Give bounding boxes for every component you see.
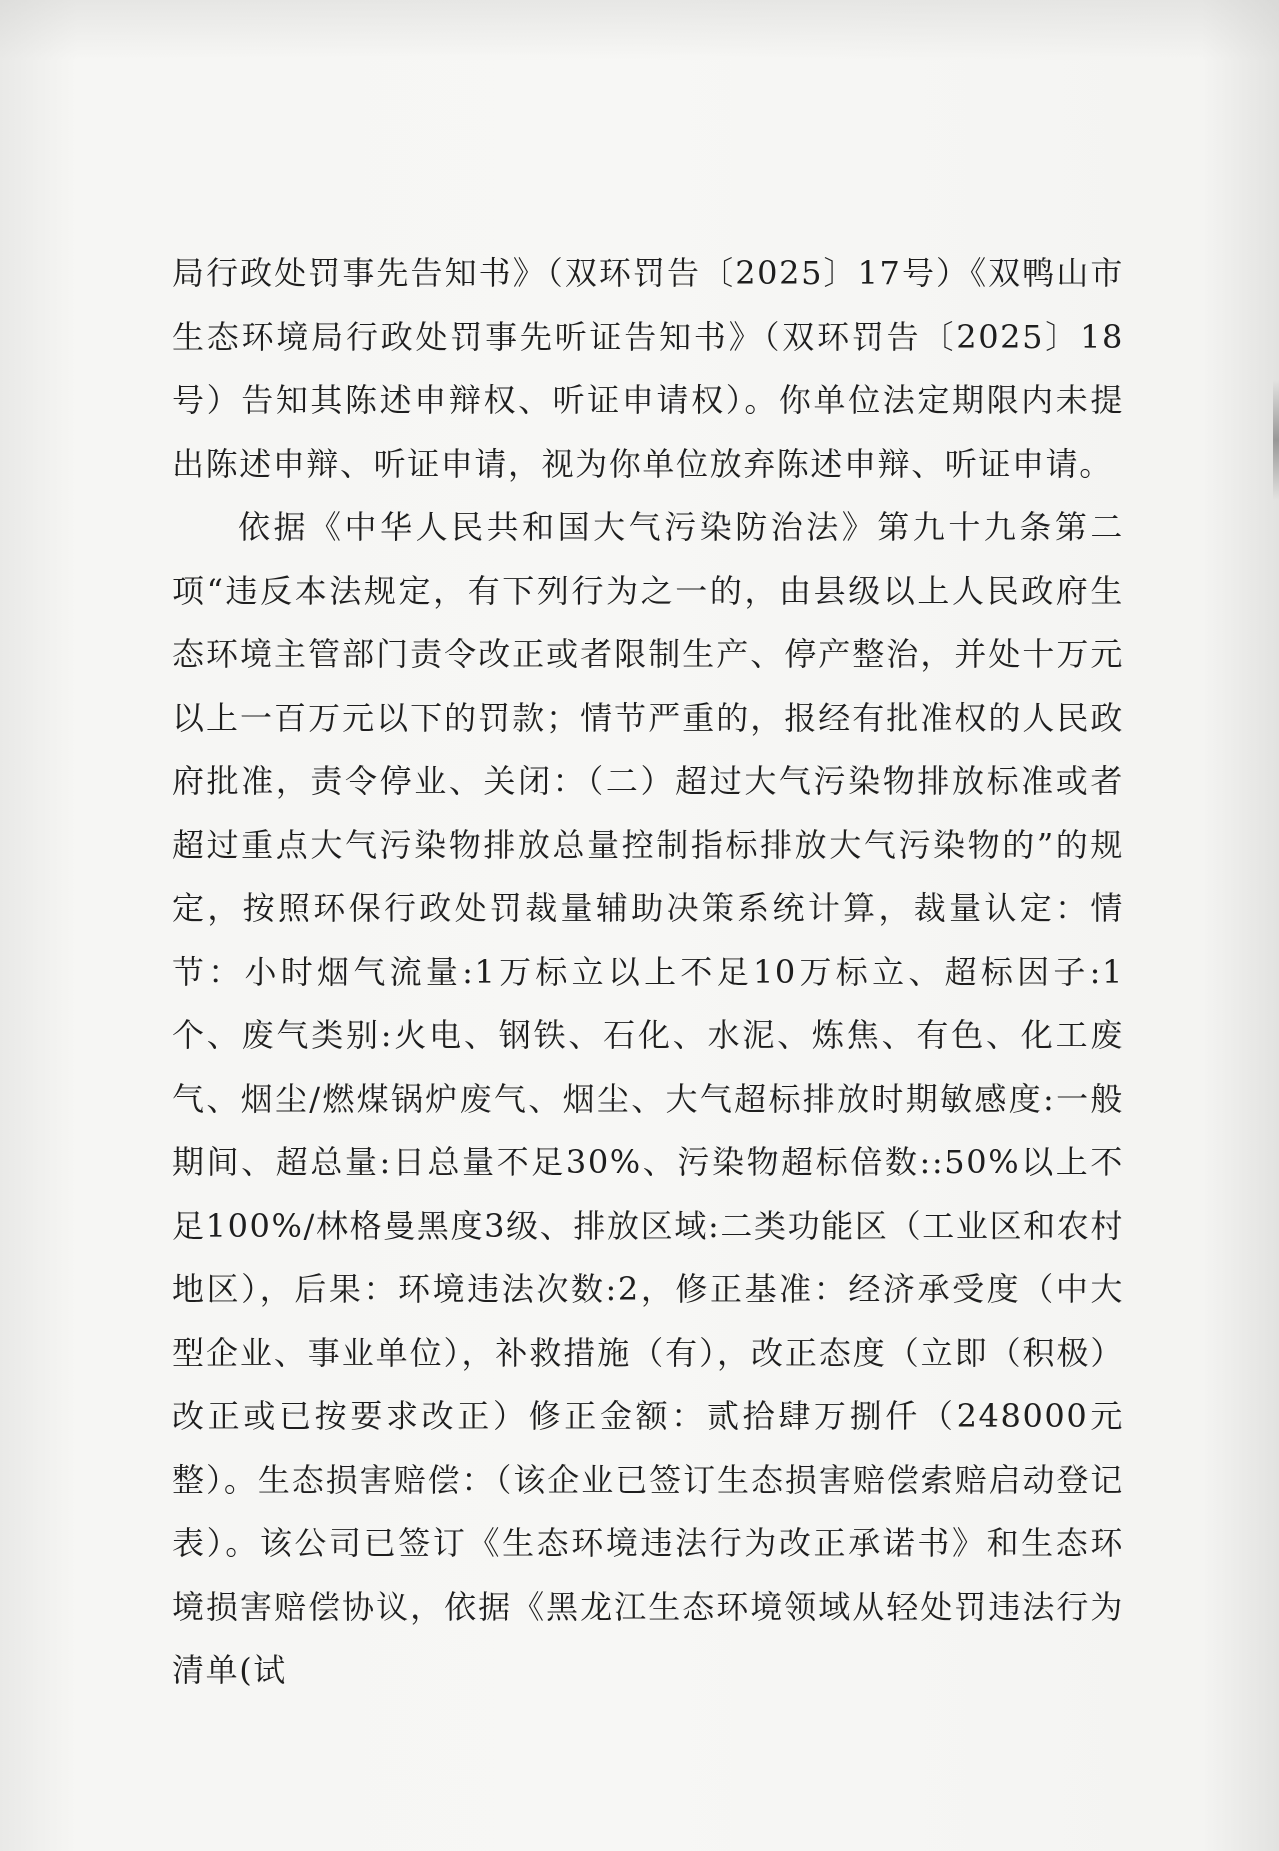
paragraph-notice-continuation: 局行政处罚事先告知书》（双环罚告〔2025〕17号）《双鸭山市生态环境局行政处罚事先听证告知书》（双环罚告〔2025〕18号）告知其陈述申辩权、听证申请权）。你单位法定期限内未提出陈述申辩、听证申请，视为你单位放弃陈述申辩、听证申请。 [172, 254, 1124, 483]
scan-edge-mark [1273, 380, 1279, 500]
document-body [172, 242, 1124, 1703]
scan-shadow [0, 0, 1279, 60]
paragraph-legal-basis: 依据《中华人民共和国大气污染防治法》第九十九条第二项“违反本法规定，有下列行为之一的，由县级以上人民政府生态环境主管部门责令改正或者限制生产、停产整治，并处十万元以上一百万元以下的罚款；情节严重的，报经有批准权的人民政府批准，责令停业、关闭：（二）超过大气污染物排放标准或者超过重点大气污染物排放总量控制指标排放大气污染物的”的规定，按照环保行政处罚裁量辅助决策系统计算，裁量认定：情节：小时烟气流量:1万标立以上不足10万标立、超标因子:1个、废气类别:火电、钢铁、石化、水泥、炼焦、有色、化工废气、烟尘/燃煤锅炉废气、烟尘、大气超标排放时期敏感度:一般期间、超总量:日总量不足30%、污染物超标倍数::50%以上不足100%/林格曼黑度3级、排放区域:二类功能区（工业区和农村地区），后果：环境违法次数:2，修正基准：经济承受度（中大型企业、事业单位），补救措施（有），改正态度（立即（积极）改正或已按要求改正）修正金额：贰拾肆万捌仟（248000元整）。生态损害赔偿：（该企业已签订生态损害赔偿索赔启动登记表）。该公司已签订《生态环境违法行为改正承诺书》和生态环境损害赔偿协议，依据《黑龙江生态环境领域从轻处罚违法行为清单(试 [172, 508, 1124, 1689]
